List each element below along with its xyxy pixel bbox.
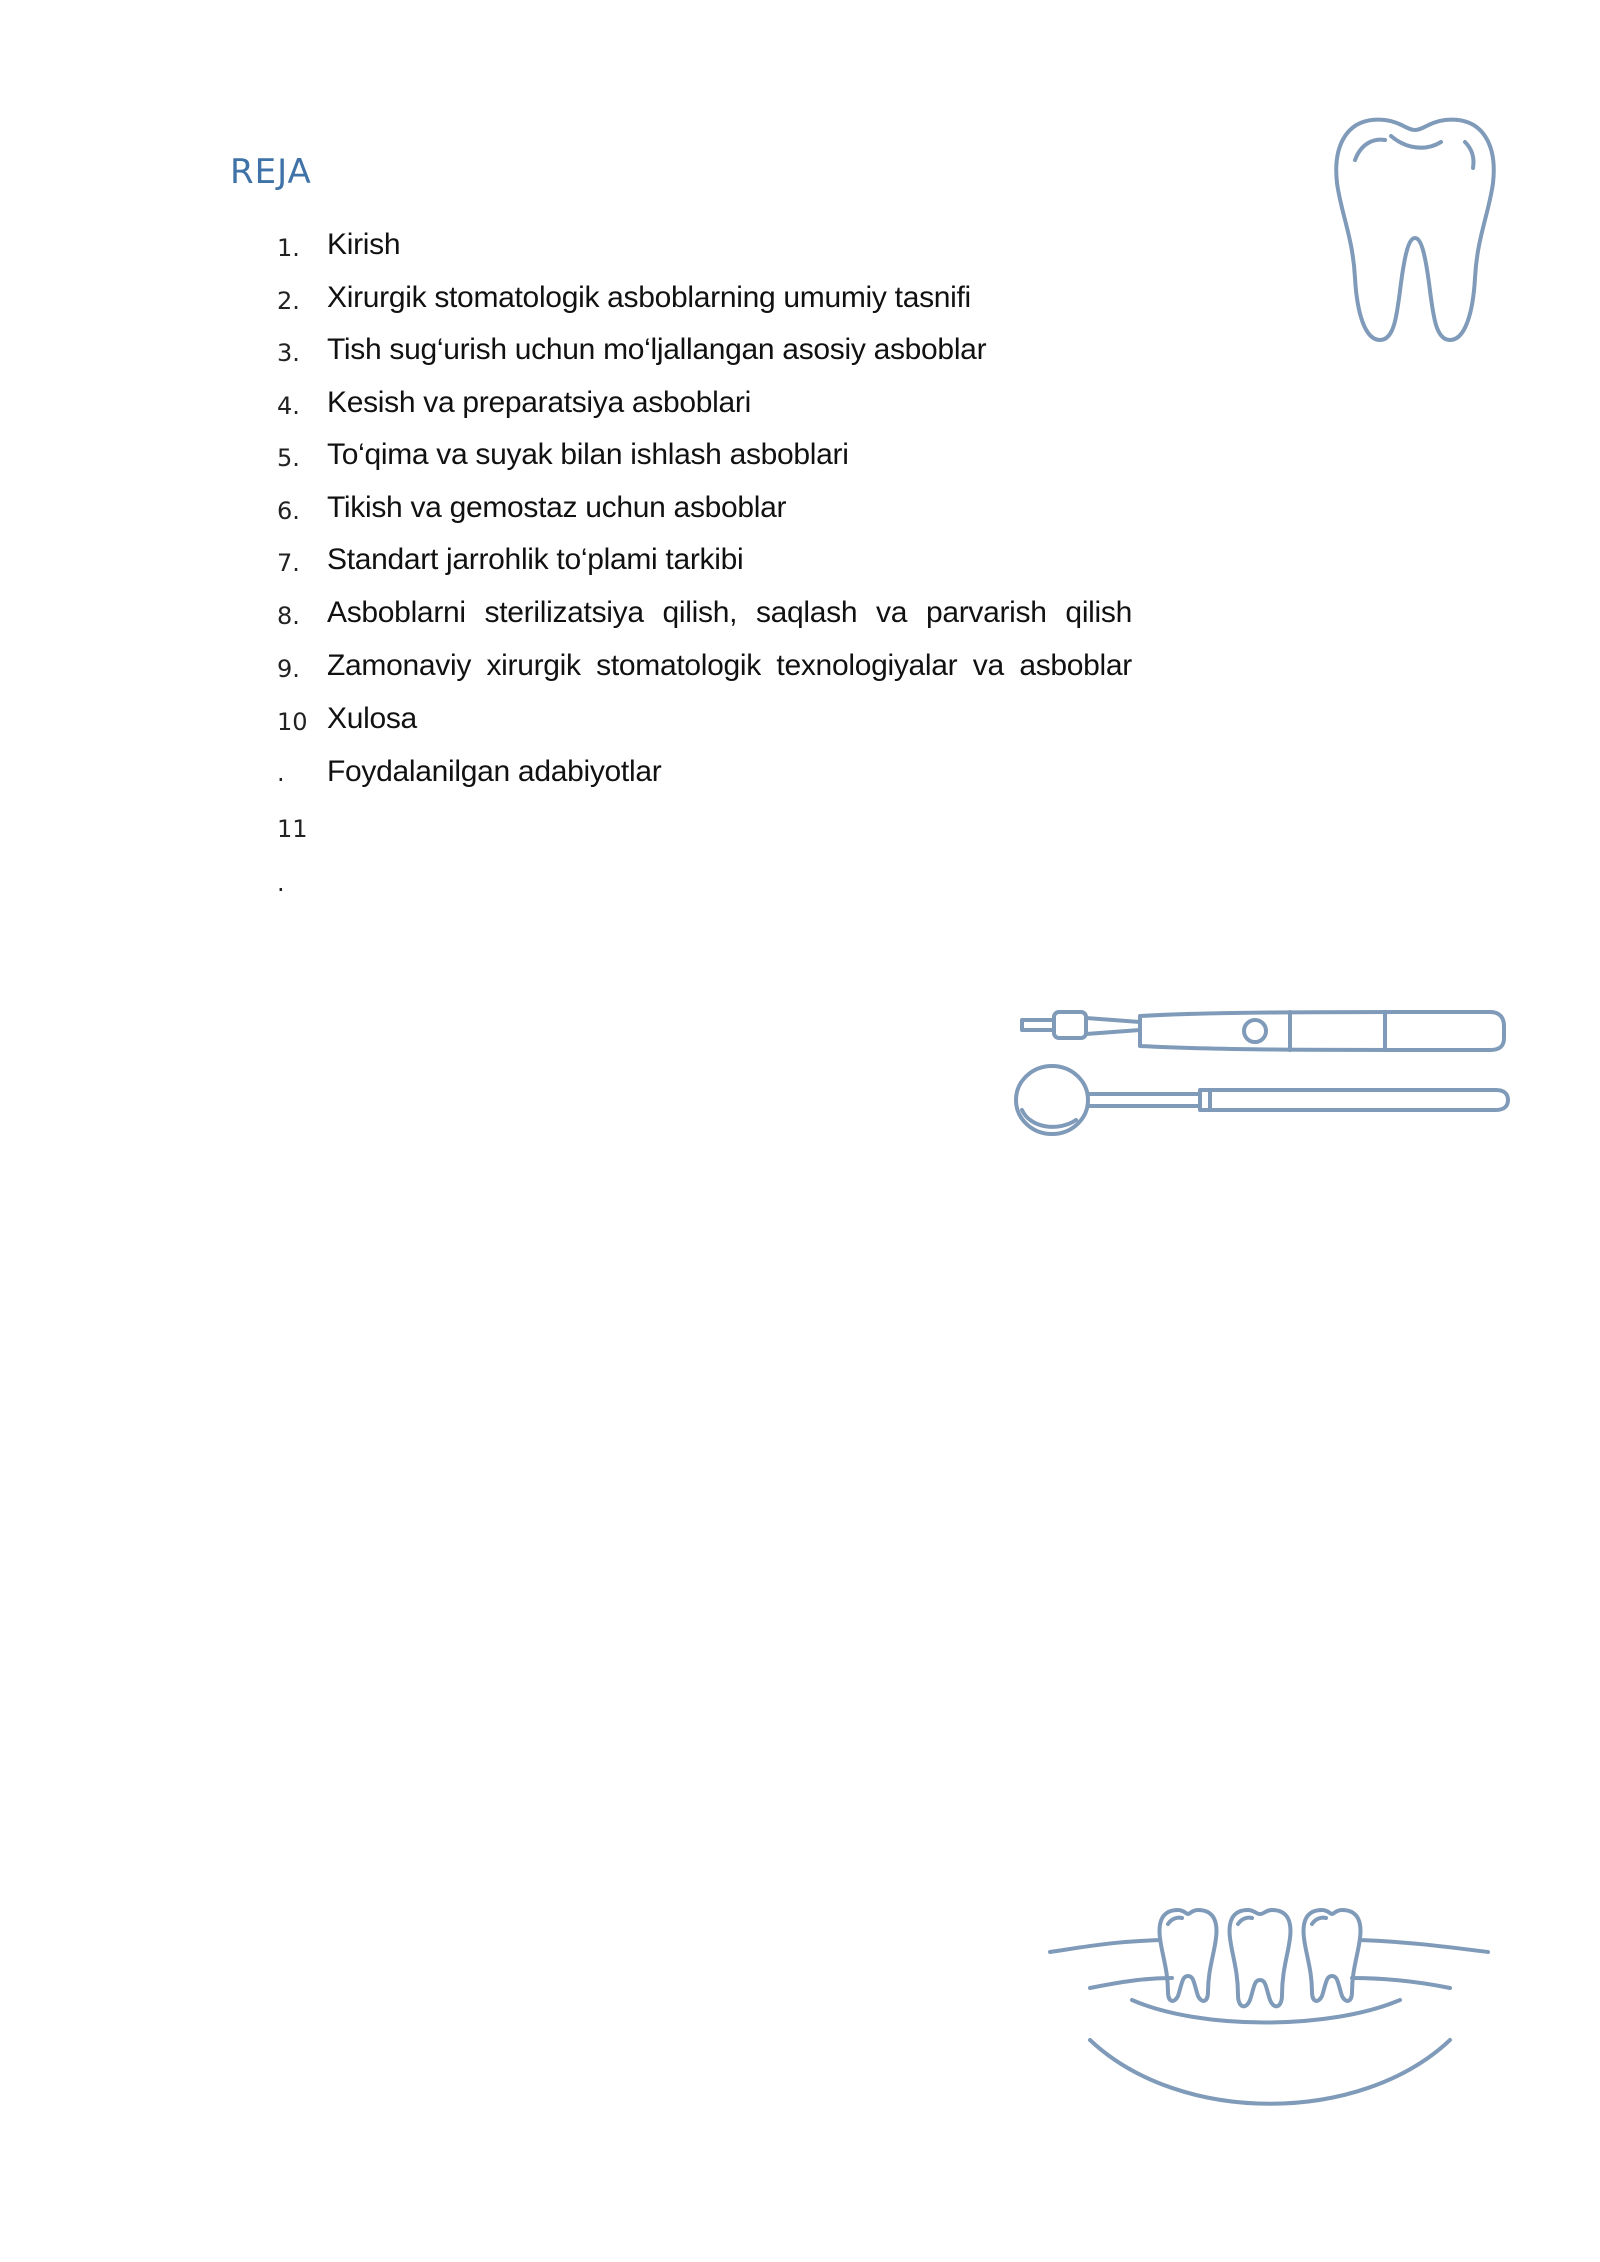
- list-item: Tish sug‘urish uchun mo‘ljallangan asosiy asboblar: [327, 333, 987, 366]
- list-item: Standart jarrohlik to‘plami tarkibi: [327, 543, 744, 576]
- list-number: 7.: [277, 549, 300, 577]
- list-item: Asboblarni sterilizatsiya qilish, saqlash va parvarish qilish: [327, 596, 1132, 629]
- page-title: REJA: [230, 152, 312, 192]
- list-number: 1.: [277, 234, 300, 262]
- list-item: Kesish va preparatsiya asboblari: [327, 386, 751, 419]
- list-number: 4.: [277, 392, 300, 420]
- list-number: 2.: [277, 287, 300, 315]
- list-item: Tikish va gemostaz uchun asboblar: [327, 491, 787, 524]
- teeth-gum-icon: [1040, 1900, 1500, 2120]
- tooth-icon: [1325, 108, 1505, 348]
- list-number: .: [277, 869, 285, 897]
- list-item: Xirurgik stomatologik asboblarning umumiy tasnifi: [327, 281, 971, 314]
- list-item: Kirish: [327, 228, 401, 261]
- list-item: Xulosa: [327, 702, 417, 735]
- list-number: 5.: [277, 444, 300, 472]
- list-number: 9.: [277, 655, 300, 683]
- list-item: Foydalanilgan adabiyotlar: [327, 755, 662, 788]
- list-number: .: [277, 759, 285, 787]
- list-item: Zamonaviy xirurgik stomatologik texnologiyalar va asboblar: [327, 649, 1132, 682]
- list-number: 8.: [277, 602, 300, 630]
- list-number: 10: [277, 708, 308, 736]
- list-item: To‘qima va suyak bilan ishlash asboblari: [327, 438, 849, 471]
- list-number: 3.: [277, 339, 300, 367]
- list-number: 6.: [277, 497, 300, 525]
- list-number: 11: [277, 815, 308, 843]
- dental-instruments-icon: [1010, 1000, 1510, 1140]
